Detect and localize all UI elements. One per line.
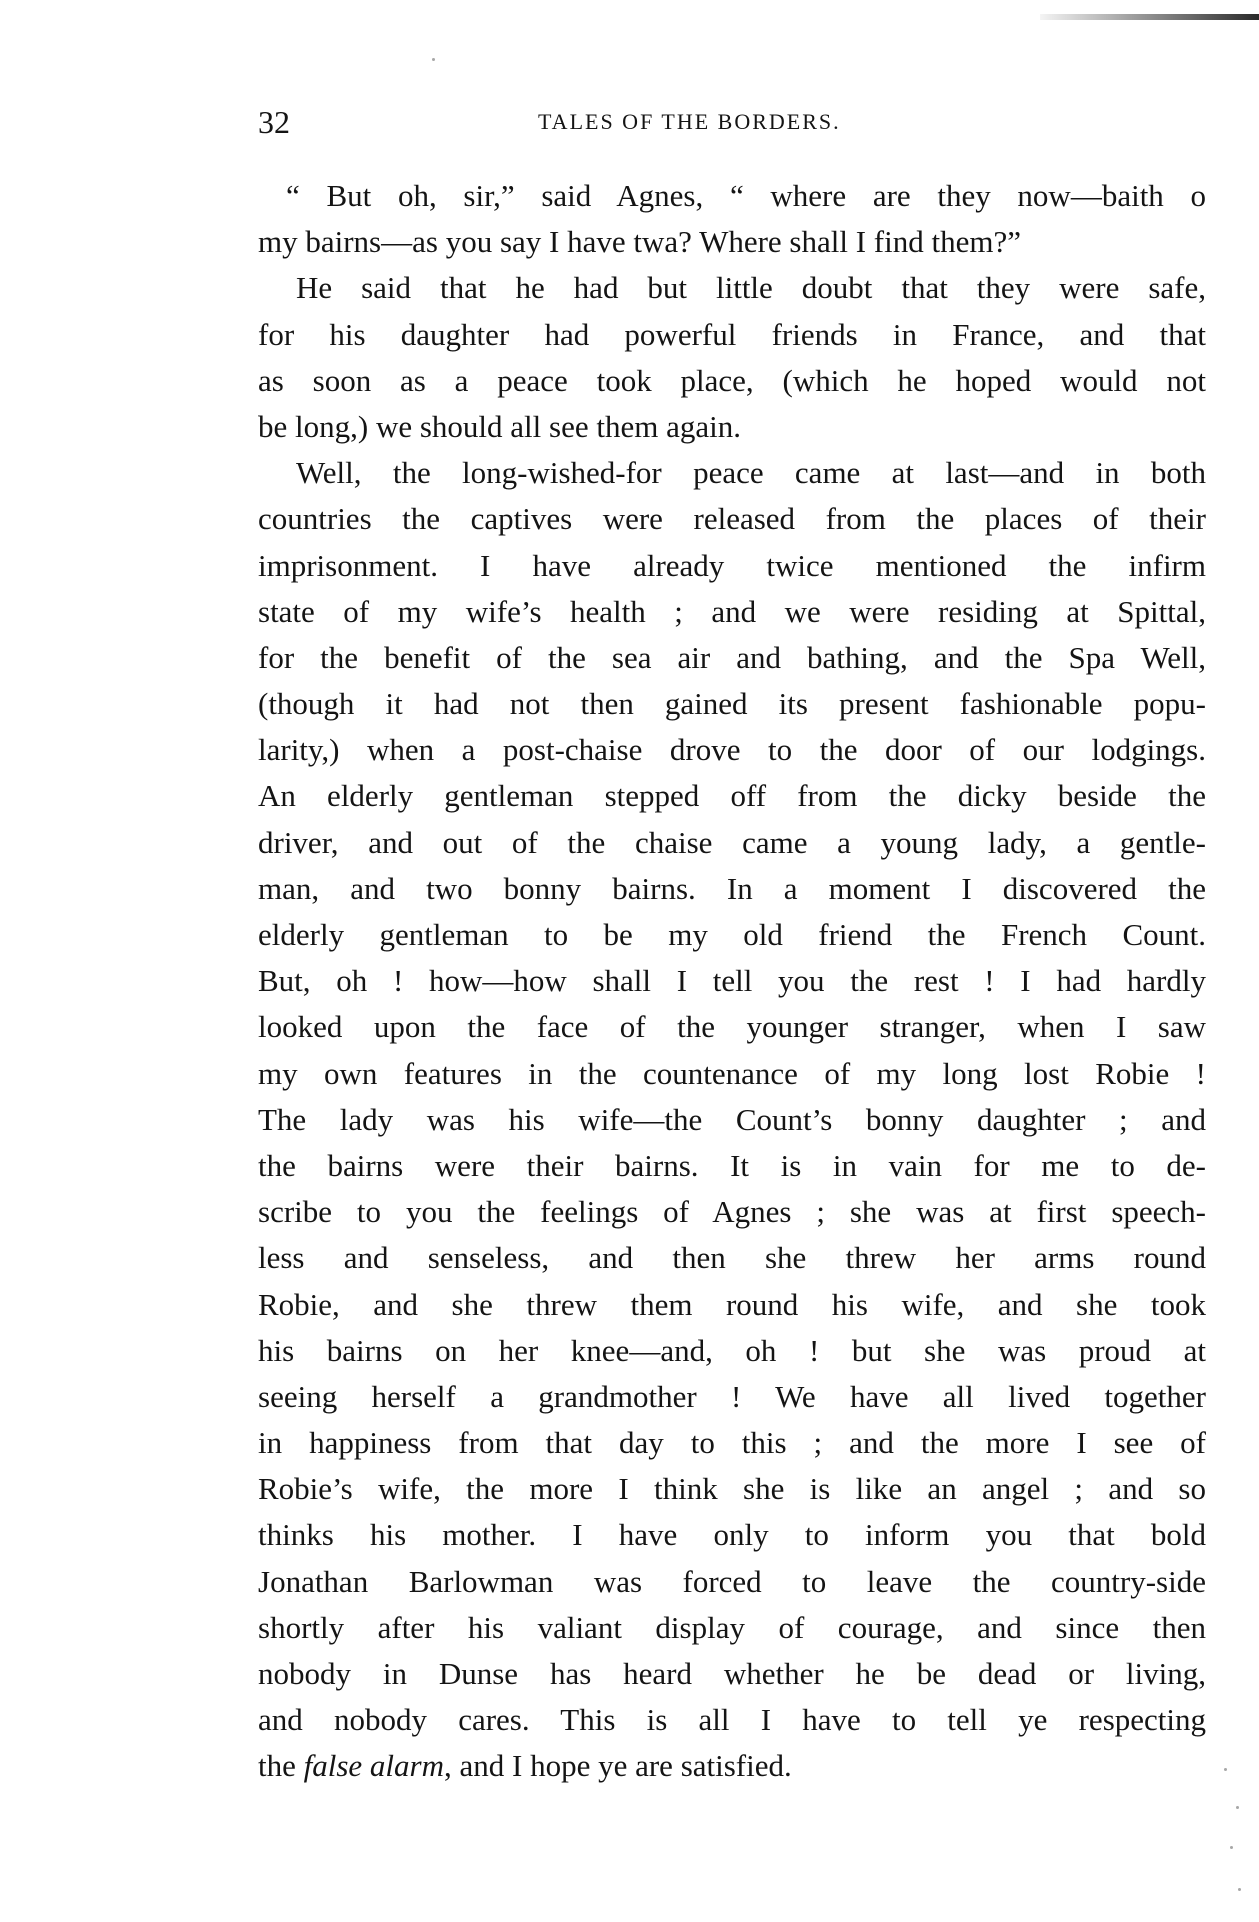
- text-line: his bairns on her knee—and, oh ! but she was proud at: [258, 1332, 1206, 1368]
- print-speck: [1230, 1846, 1233, 1849]
- text-line: But, oh ! how—how shall I tell you the rest ! I had hardly: [258, 963, 1206, 999]
- text-line: The lady was his wife—the Count’s bonny daughter ; and: [258, 1101, 1206, 1137]
- text-line: Well, the long-wished-for peace came at last—and in both: [296, 455, 1206, 491]
- text-line: Robie’s wife, the more I think she is like an angel ; and so: [258, 1471, 1206, 1507]
- page-header: [258, 102, 1208, 142]
- text-line: be long,) we should all see them again.: [258, 408, 741, 444]
- top-edge-rule: [1040, 14, 1259, 20]
- text-line: “ But oh, sir,” said Agnes, “ where are they now—baith o: [286, 178, 1206, 213]
- text-line: He said that he had but little doubt that they were safe,: [296, 270, 1206, 306]
- text-line: and nobody cares. This is all I have to tell ye respecting: [258, 1702, 1206, 1738]
- text-line: scribe to you the feelings of Agnes ; she was at first speech-: [258, 1194, 1206, 1230]
- running-head: TALES OF THE BORDERS.: [538, 109, 841, 134]
- print-speck: [1224, 1768, 1227, 1771]
- final-line-end: , and I hope ye are satisfied.: [444, 1748, 792, 1784]
- text-line: as soon as a peace took place, (which he hoped would not: [258, 362, 1206, 398]
- text-line: man, and two bonny bairns. In a moment I discovered the: [258, 870, 1206, 906]
- text-line: shortly after his valiant display of courage, and since then: [258, 1609, 1206, 1645]
- text-line: larity,) when a post-chaise drove to the door of our lodgings.: [258, 732, 1206, 768]
- text-line: elderly gentleman to be my old friend the French Count.: [258, 917, 1206, 952]
- text-line: Jonathan Barlowman was forced to leave the country-side: [258, 1563, 1206, 1599]
- print-speck: [1238, 1888, 1241, 1891]
- print-speck: [1236, 1806, 1239, 1809]
- text-line: countries the captives were released from the places of their: [258, 501, 1206, 537]
- text-line: nobody in Dunse has heard whether he be dead or living,: [258, 1656, 1206, 1691]
- text-line: driver, and out of the chaise came a young lady, a gentle-: [258, 824, 1206, 860]
- text-line: state of my wife’s health ; and we were residing at Spittal,: [258, 593, 1206, 629]
- text-line: seeing herself a grandmother ! We have all lived together: [258, 1378, 1206, 1414]
- text-line: Robie, and she threw them round his wife, and she took: [258, 1286, 1206, 1322]
- print-speck: [432, 58, 435, 61]
- text-line: (though it had not then gained its present fashionable popu-: [258, 686, 1206, 722]
- text-line: for his daughter had powerful friends in France, and that: [258, 316, 1206, 352]
- text-line: thinks his mother. I have only to inform you that bold: [258, 1517, 1206, 1553]
- text-line: An elderly gentleman stepped off from the dicky beside the: [258, 778, 1206, 814]
- italic-phrase: false alarm: [303, 1748, 444, 1784]
- text-line: looked upon the face of the younger stranger, when I saw: [258, 1009, 1206, 1045]
- text-line: imprisonment. I have already twice mentioned the infirm: [258, 547, 1206, 583]
- text-line: in happiness from that day to this ; and the more I see of: [258, 1425, 1206, 1461]
- text-line: my own features in the countenance of my long lost Robie !: [258, 1055, 1206, 1091]
- final-text-line: [258, 1743, 1206, 1789]
- body-text: [258, 173, 1206, 1790]
- final-line-start: the: [258, 1748, 304, 1784]
- text-line: my bairns—as you say I have twa? Where shall I find them?”: [258, 224, 1021, 260]
- text-line: for the benefit of the sea air and bathing, and the Spa Well,: [258, 639, 1206, 675]
- text-line: the bairns were their bairns. It is in vain for me to de-: [258, 1147, 1206, 1183]
- page-number: 32: [258, 104, 290, 140]
- text-line: less and senseless, and then she threw her arms round: [258, 1240, 1206, 1276]
